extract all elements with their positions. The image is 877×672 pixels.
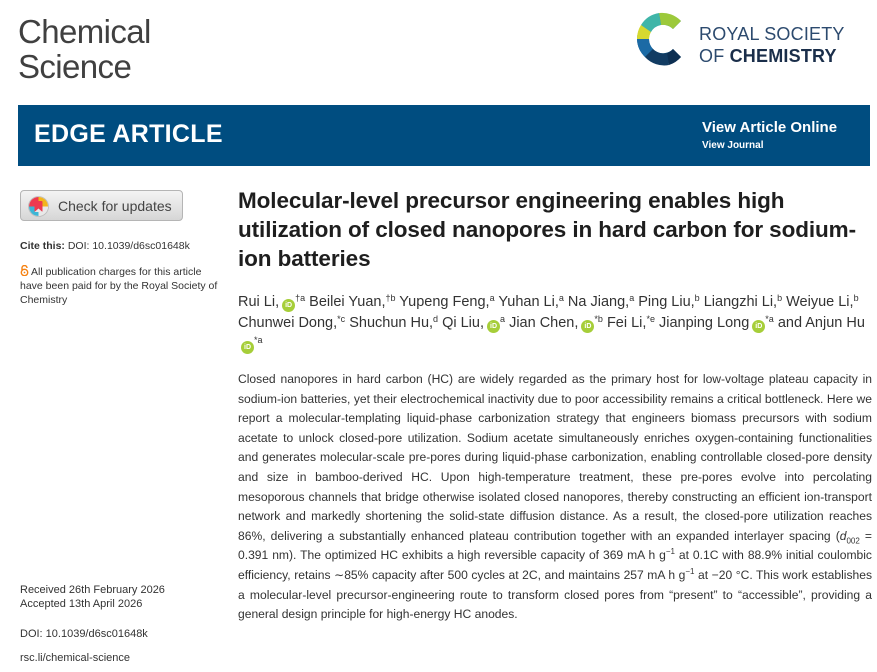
publisher-name [699,23,845,67]
author[interactable] [607,315,655,331]
abstract-sup1: −1 [665,547,675,557]
orcid-icon[interactable]: iD [487,320,500,333]
author-name: Qi Liu, [442,315,485,331]
author-affiliation: b [777,293,783,303]
author-name: Jian Chen, [509,315,579,331]
author[interactable] [786,294,858,310]
author[interactable] [442,315,505,331]
abstract-part4: at −20 °C. This work establishes a molecular-level precursor-engineering route to transform closed pores from “present” to “accessible”, providing a general design principle for high-energy HC anodes. [238,567,873,622]
author[interactable] [498,294,564,310]
author[interactable] [309,294,395,310]
author[interactable] [238,294,305,310]
author-affiliation: †a [295,293,306,303]
author-affiliation: b [853,293,859,303]
orcid-icon[interactable]: iD [581,320,594,333]
received-date: Received 26th February 2026 [20,584,165,596]
journal-name-line1: Chemical [18,13,151,50]
author[interactable] [704,294,782,310]
author-name: Jianping Long [658,315,750,331]
crossmark-icon [28,196,49,217]
orcid-icon[interactable]: iD [282,299,295,312]
author[interactable] [399,294,494,310]
cite-label: Cite this: [20,240,65,252]
abstract-part1: Closed nanopores in hard carbon (HC) are widely regarded as the primary host for low-voltage plateau capacity in sodium-ion batteries, yet their electrochemical inactivity due to poor accessibility remains a critical bottleneck. Here we report a molecular-templating liquid-phase carbonization strategy that engineers biomass precursors with sodium acetate to unlock closed-pore utilization. Sodium acetate simultaneously enriches oxygen-containing functionalities and generates molecular-scale pre-pores during liquid-phase carbonization, enabling controllable closed-pore density and size in bamboo-derived HC. Upon high-temperature treatment, these pre-pores evolve into percolating mesoporous channels that bridge otherwise isolated closed nanopores, thereby constructing an efficient ion-transport network and markedly shortening the solid-state diffusion distance. As a result, the closed-pore utilization reaches 86%, delivering a substantially enhanced plateau contribution together with an expanded interlayer spacing ( [238,372,872,543]
author-affiliation: *a [254,335,263,345]
journal-name-line2: Science [18,48,132,85]
author-affiliation: †b [385,293,396,303]
check-for-updates-label: Check for updates [58,198,172,214]
author-name: Rui Li, [238,294,280,310]
publisher-line2-prefix: OF [699,46,730,66]
abstract-part2: = 0.391 nm). The optimized HC exhibits a high reversible capacity of 369 mA h g [238,528,872,563]
view-journal-link[interactable]: View Journal [702,140,764,151]
orcid-icon[interactable]: iD [241,341,254,354]
author[interactable] [638,294,699,310]
author-name: Weiyue Li, [786,294,854,310]
author-affiliation: a [489,293,495,303]
abstract-d-sub: 002 [846,536,860,546]
check-for-updates-button[interactable] [20,190,183,221]
cite-this [20,239,190,253]
author-affiliation: *c [337,314,346,324]
abstract-d-var: d [839,528,847,543]
author[interactable] [568,294,634,310]
article-dates [20,583,165,611]
author-affiliation: b [694,293,700,303]
author-name: Beilei Yuan, [309,294,386,310]
author-affiliation: a [629,293,635,303]
author-affiliation: a [500,314,506,324]
author-affiliation: a [558,293,564,303]
author-name: Yupeng Feng, [399,294,490,310]
author-name: and Anjun Hu [777,315,865,331]
article-banner [18,105,870,166]
orcid-icon[interactable]: iD [752,320,765,333]
author[interactable] [238,315,345,331]
author-affiliation: *e [646,314,655,324]
author-name: Na Jiang, [567,294,630,310]
author-name: Liangzhi Li, [703,294,778,310]
accepted-date: Accepted 13th April 2026 [20,598,143,610]
author-name: Shuchun Hu, [349,315,434,331]
author[interactable] [349,315,438,331]
cite-doi[interactable]: DOI: 10.1039/d6sc01648k [67,240,190,252]
publisher-line2-bold: CHEMISTRY [729,46,837,66]
abstract-part3: at 0.1C with 88.9% initial coulombic efficiency, retains ∼85% capacity after 500 cycles at 2C, and maintains 257 mA h g [238,548,872,582]
author-list [238,292,873,355]
charges-text: All publication charges for this article have been paid for by the Royal Society of Chemistry [20,266,218,306]
author-name: Chunwei Dong, [238,315,338,331]
publisher-line2 [699,45,845,67]
author-affiliation: *a [765,314,774,324]
author[interactable] [659,315,774,331]
article-type: EDGE ARTICLE [34,120,223,148]
author-name: Yuhan Li, [498,294,559,310]
author-affiliation: *b [594,314,603,324]
view-article-online-link[interactable]: View Article Online [702,119,838,136]
author-name: Fei Li, [606,315,647,331]
open-access-lock-icon [20,265,29,276]
publisher-line1: ROYAL SOCIETY [699,24,845,44]
abstract-sup2: −1 [685,566,695,576]
abstract [238,370,872,625]
article-doi[interactable]: DOI: 10.1039/d6sc01648k [20,628,148,640]
journal-short-link[interactable]: rsc.li/chemical-science [20,652,131,664]
publication-charges-note [20,265,225,307]
author-affiliation: d [433,314,439,324]
article-title: Molecular-level precursor engineering enables high utilization of closed nanopores in hard carbon for sodium-ion batteries [238,188,856,271]
author[interactable] [509,315,603,331]
author-name: Ping Liu, [638,294,695,310]
journal-name [18,14,151,84]
